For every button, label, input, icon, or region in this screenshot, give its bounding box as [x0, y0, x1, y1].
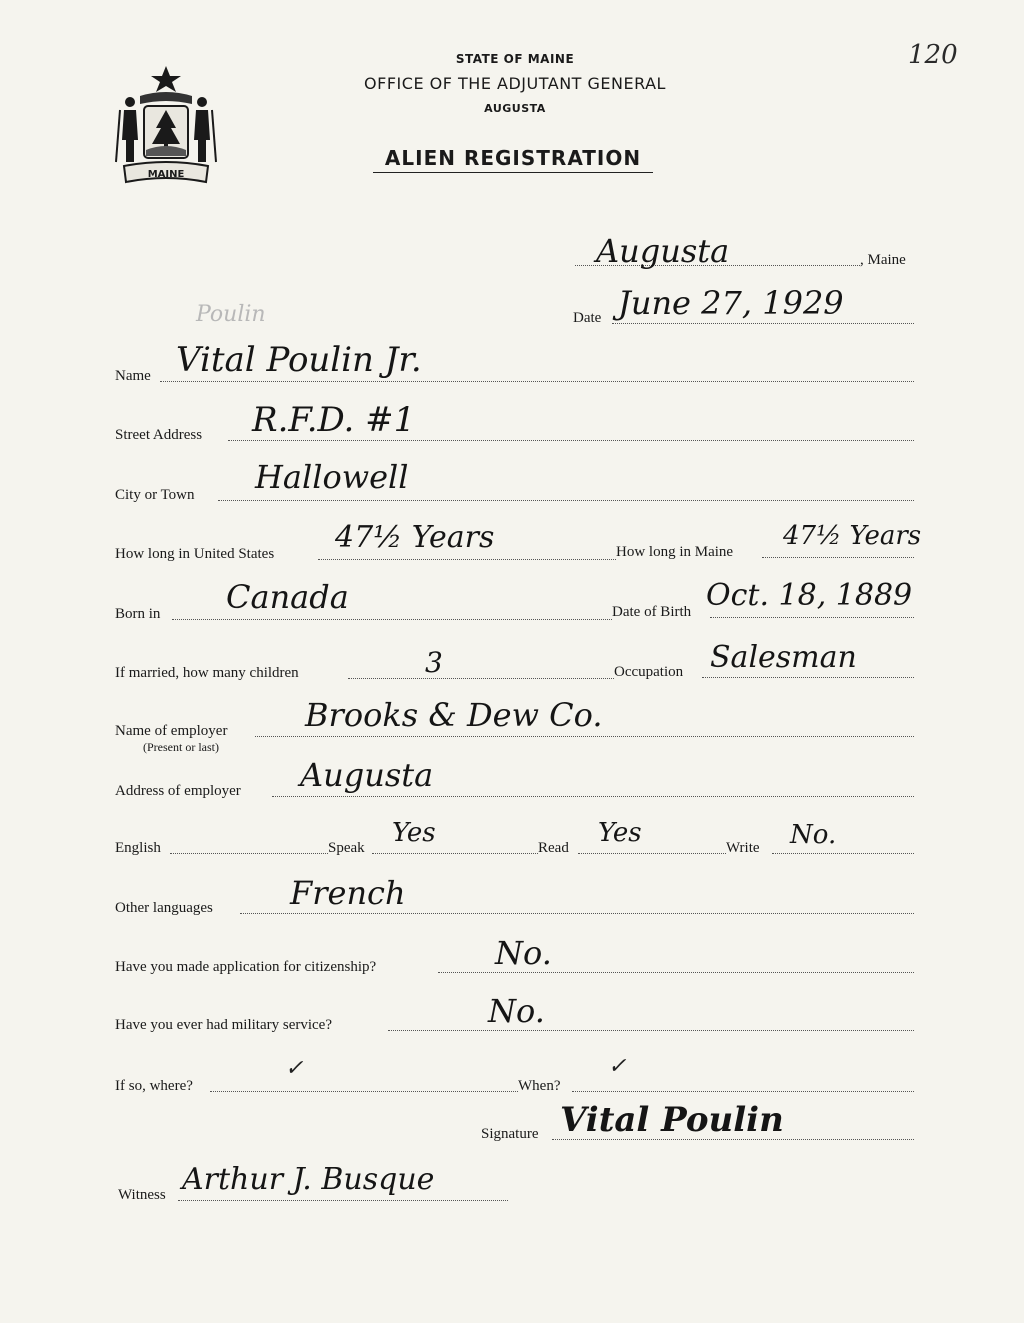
- date-label: Date: [573, 310, 602, 326]
- children-value: 3: [425, 646, 443, 679]
- where-label: If so, where?: [115, 1078, 193, 1094]
- read-value: Yes: [598, 818, 642, 848]
- maine-label: , Maine: [860, 252, 906, 268]
- witness-label: Witness: [118, 1187, 166, 1203]
- how-long-maine-value: 47½ Years: [783, 521, 922, 551]
- place-value: Augusta: [596, 232, 730, 270]
- born-in-line: [172, 619, 612, 620]
- other-languages-label: Other languages: [115, 900, 213, 916]
- signature-label: Signature: [481, 1126, 539, 1142]
- speak-label: Speak: [328, 840, 365, 856]
- occupation-label: Occupation: [614, 664, 684, 680]
- where-line: [210, 1091, 518, 1092]
- born-in-value: Canada: [226, 578, 349, 616]
- name-label: Name: [115, 368, 151, 384]
- state-heading: STATE OF MAINE: [455, 52, 575, 66]
- name-line: [160, 381, 914, 382]
- name-value: Vital Poulin Jr.: [176, 340, 422, 380]
- citizenship-value: No.: [495, 934, 552, 972]
- witness-value: Arthur J. Busque: [182, 1162, 435, 1197]
- military-line: [388, 1030, 914, 1031]
- city-value: Hallowell: [255, 458, 409, 496]
- how-long-maine-label: How long in Maine: [616, 544, 734, 560]
- witness-line: [178, 1200, 508, 1201]
- when-check: ✓: [608, 1054, 627, 1079]
- how-long-us-line: [318, 559, 616, 560]
- date-of-birth-value: Oct. 18, 1889: [706, 578, 913, 613]
- seal-motto: MAINE: [147, 169, 185, 180]
- employer-address-label: Address of employer: [115, 783, 241, 799]
- office-heading: OFFICE OF THE ADJUTANT GENERAL: [364, 74, 666, 93]
- margin-note: Poulin: [196, 302, 266, 327]
- children-label: If married, how many children: [115, 665, 299, 681]
- english-label: English: [115, 840, 161, 856]
- city-heading: AUGUSTA: [484, 102, 546, 115]
- write-line: [772, 853, 914, 854]
- when-line: [572, 1091, 914, 1092]
- citizenship-label: Have you made application for citizenship?: [115, 959, 377, 975]
- street-address-line: [228, 440, 914, 441]
- speak-line: [372, 853, 538, 854]
- military-value: No.: [488, 992, 545, 1030]
- read-line: [578, 853, 726, 854]
- form-title: ALIEN REGISTRATION: [373, 146, 653, 173]
- city-line: [218, 500, 914, 501]
- speak-value: Yes: [392, 818, 436, 848]
- when-label: When?: [518, 1078, 561, 1094]
- employer-line: [255, 736, 914, 737]
- other-languages-value: French: [290, 874, 406, 912]
- military-label: Have you ever had military service?: [115, 1017, 332, 1033]
- how-long-maine-line: [762, 557, 914, 558]
- write-value: No.: [790, 820, 837, 850]
- date-of-birth-line: [710, 617, 914, 618]
- maine-state-seal: [110, 62, 222, 192]
- born-in-label: Born in: [115, 606, 161, 622]
- employer-note: (Present or last): [143, 740, 219, 754]
- occupation-line: [702, 677, 914, 678]
- employer-label: Name of employer: [115, 723, 228, 739]
- street-address-value: R.F.D. #1: [252, 400, 416, 440]
- how-long-us-label: How long in United States: [115, 546, 275, 562]
- occupation-value: Salesman: [710, 640, 857, 675]
- english-line: [170, 853, 328, 854]
- date-of-birth-label: Date of Birth: [612, 604, 692, 620]
- other-languages-line: [240, 913, 914, 914]
- street-address-label: Street Address: [115, 427, 203, 443]
- employer-value: Brooks & Dew Co.: [305, 696, 603, 734]
- employer-address-value: Augusta: [300, 756, 434, 794]
- where-check: ✓: [285, 1056, 304, 1081]
- citizenship-line: [438, 972, 914, 973]
- write-label: Write: [726, 840, 760, 856]
- page-number: 120: [908, 40, 958, 70]
- date-value: June 27, 1929: [618, 284, 844, 322]
- date-line: [612, 323, 914, 324]
- employer-address-line: [272, 796, 914, 797]
- how-long-us-value: 47½ Years: [335, 520, 495, 555]
- city-label: City or Town: [115, 487, 195, 503]
- children-line: [348, 678, 614, 679]
- signature-value: Vital Poulin: [560, 1100, 784, 1140]
- read-label: Read: [538, 840, 569, 856]
